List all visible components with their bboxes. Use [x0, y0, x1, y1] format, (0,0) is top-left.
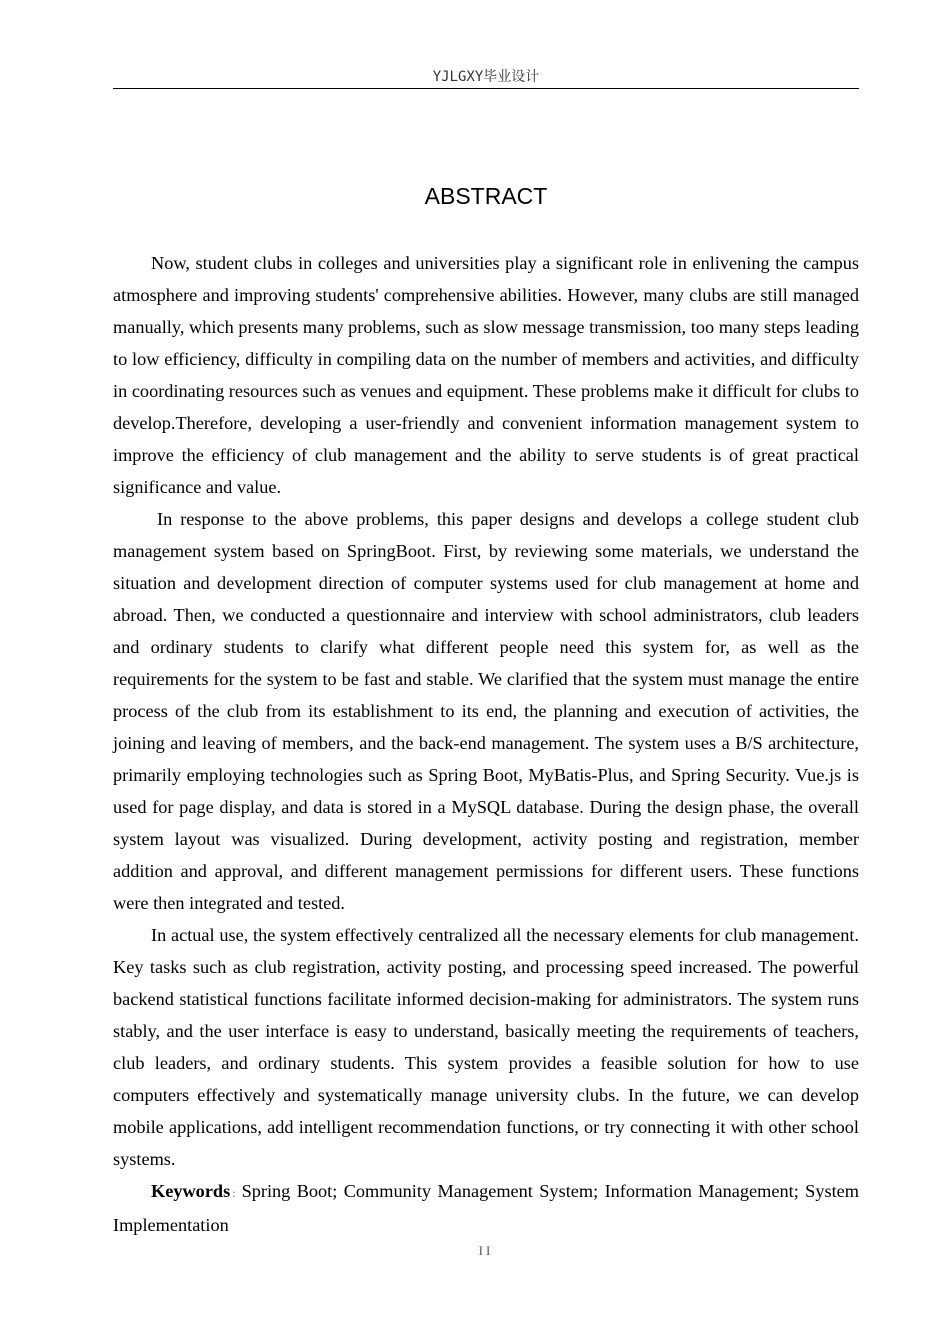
keywords-label: Keywords: [151, 1181, 231, 1201]
abstract-paragraph-1: Now, student clubs in colleges and universities play a significant role in enlivening the campus atmosphere and improving students' comprehensive abilities. However, many clubs are still managed manually, which presents many problems, such as slow message transmission, too many steps leading to low efficiency, difficulty in compiling data on the number of members and activities, and difficulty in coordinating resources such as venues and equipment. These problems make it difficult for clubs to develop.Therefore, developing a user-friendly and convenient information management system to improve the efficiency of club management and the ability to serve students is of great practical significance and value.: [113, 253, 859, 497]
page-number: II: [478, 1243, 494, 1258]
header-text: YJLGXY毕业设计: [432, 69, 540, 85]
abstract-paragraph-2: In response to the above problems, this paper designs and develops a college student club management system based on SpringBoot. First, by reviewing some materials, we understand the situation and development direction of computer systems used for club management at home and abroad. Then, we conducted a questionnaire and interview with school administrators, club leaders and ordinary students to clarify what different people need this system for, as well as the requirements for the system to be fast and stable. We clarified that the system must manage the entire process of the club from its establishment to its end, the planning and execution of activities, the joining and leaving of members, and the back-end management. The system uses a B/S architecture, primarily employing technologies such as Spring Boot, MyBatis-Plus, and Spring Security. Vue.js is used for page display, and data is stored in a MySQL database. During the design phase, the overall system layout was visualized. During development, activity posting and registration, member addition and approval, and different management permissions for different users. These functions were then integrated and tested.: [113, 509, 859, 913]
keywords-text: Spring Boot; Community Management System; Information Management; System Implementation: [113, 1181, 859, 1235]
keywords-separator: :: [232, 1186, 236, 1200]
keywords-line: [113, 1175, 859, 1241]
abstract-body: [113, 247, 859, 1241]
abstract-paragraph-3: In actual use, the system effectively centralized all the necessary elements for club management. Key tasks such as club registration, activity posting, and processing speed increased. The powerful backend statistical functions facilitate informed decision-making for administrators. The system runs stably, and the user interface is easy to understand, basically meeting the requirements of teachers, club leaders, and ordinary students. This system provides a feasible solution for how to use computers effectively and systematically manage university clubs. In the future, we can develop mobile applications, add intelligent recommendation functions, or try connecting it with other school systems.: [113, 925, 859, 1169]
abstract-title: ABSTRACT: [424, 183, 548, 209]
page-header: [113, 66, 859, 89]
